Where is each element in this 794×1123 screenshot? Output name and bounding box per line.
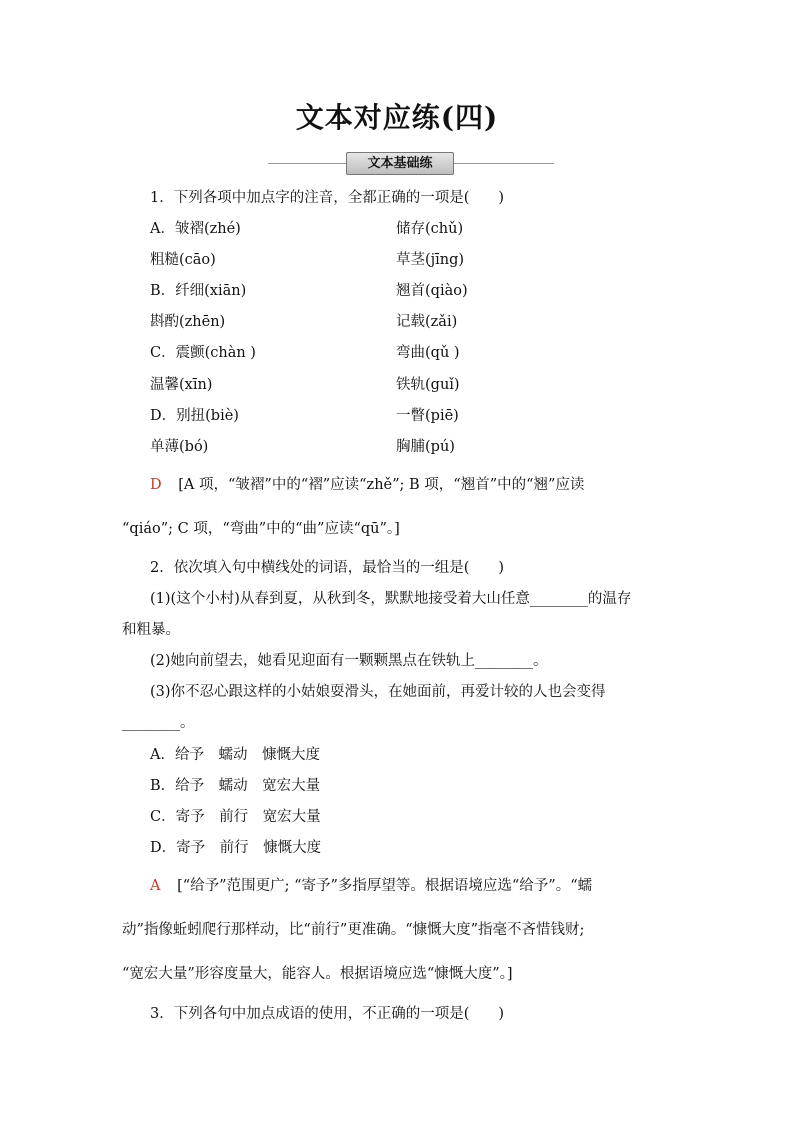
- q1-option-b-2: 翘首(qiào): [396, 283, 468, 299]
- q1-explanation-1: [A 项，“皱褶”中的“褶”应读“zhě”; B 项，“翘首”中的“翘”应读: [178, 477, 585, 493]
- q1-option-b-3: 斟酌(zhēn): [150, 314, 226, 330]
- q1-option-a-4: 草茎(jīng): [396, 252, 465, 268]
- q1-explanation-2: “qiáo”; C 项，“弯曲”中的“曲”应读“qū”。]: [122, 521, 400, 537]
- q1-option-a-3: 粗糙(cāo): [150, 252, 216, 268]
- q2-sentence-1: (1)(这个小村)从春到夏，从秋到冬，默默地接受着大山任意________的温存: [150, 591, 632, 607]
- q1-option-a-1: A．皱褶(zhé): [150, 221, 241, 237]
- q1-option-c-1: C．震颤(chàn ): [150, 345, 256, 361]
- q3-stem: 3．下列各句中加点成语的使用，不正确的一项是( ): [150, 1006, 505, 1022]
- q1-answer-line: [150, 475, 584, 495]
- q1-answer: D: [150, 477, 162, 493]
- q2-explanation-3: “宽宏大量”形容度量大，能容人。根据语境应选“慷慨大度”。]: [122, 966, 513, 982]
- q2-explanation-2: 动”指像蚯蚓爬行那样动，比“前行”更准确。“慷慨大度”指毫不吝惜钱财;: [122, 922, 585, 938]
- section-label: 文本基础练: [346, 152, 454, 175]
- section-divider-right: [454, 163, 554, 164]
- q2-answer: A: [150, 878, 161, 894]
- q2-option-b: B．给予 蠕动 宽宏大量: [150, 778, 321, 794]
- q1-option-d-3: 单薄(bó): [150, 439, 209, 455]
- section-divider-left: [268, 163, 346, 164]
- q1-option-d-4: 胸脯(pú): [396, 439, 455, 455]
- q2-option-a: A．给予 蠕动 慷慨大度: [150, 747, 320, 763]
- q2-option-c: C．寄予 前行 宽宏大量: [150, 809, 321, 825]
- q2-answer-line: [150, 876, 592, 896]
- q1-option-d-1: D．别扭(biè): [150, 408, 239, 424]
- q1-option-d-2: 一瞥(piē): [396, 408, 459, 424]
- q1-option-c-2: 弯曲(qǔ ): [396, 345, 460, 361]
- q1-stem: 1．下列各项中加点字的注音，全都正确的一项是( ): [150, 190, 505, 206]
- q2-stem: 2．依次填入句中横线处的词语，最恰当的一组是( ): [150, 560, 505, 576]
- q1-option-b-1: B．纤细(xiān): [150, 283, 247, 299]
- q1-option-c-4: 铁轨(guǐ): [396, 377, 460, 393]
- q2-sentence-3-cont: ________。: [122, 715, 195, 731]
- q2-explanation-1: [“给予”范围更广; “寄予”多指厚望等。根据语境应选“给予”。“蠕: [177, 878, 593, 894]
- q2-sentence-2: (2)她向前望去，她看见迎面有一颗颗黑点在铁轨上________。: [150, 653, 548, 669]
- section-header: [268, 150, 554, 176]
- page-title: 文本对应练(四): [295, 101, 499, 134]
- q1-option-c-3: 温馨(xīn): [150, 377, 213, 393]
- q1-option-b-4: 记载(zǎi): [396, 314, 458, 330]
- q2-sentence-3: (3)你不忍心跟这样的小姑娘耍滑头，在她面前，再爱计较的人也会变得: [150, 684, 606, 700]
- q1-option-a-2: 储存(chǔ): [396, 221, 464, 237]
- q2-sentence-1-cont: 和粗暴。: [122, 622, 180, 638]
- q2-option-d: D．寄予 前行 慷慨大度: [150, 840, 322, 856]
